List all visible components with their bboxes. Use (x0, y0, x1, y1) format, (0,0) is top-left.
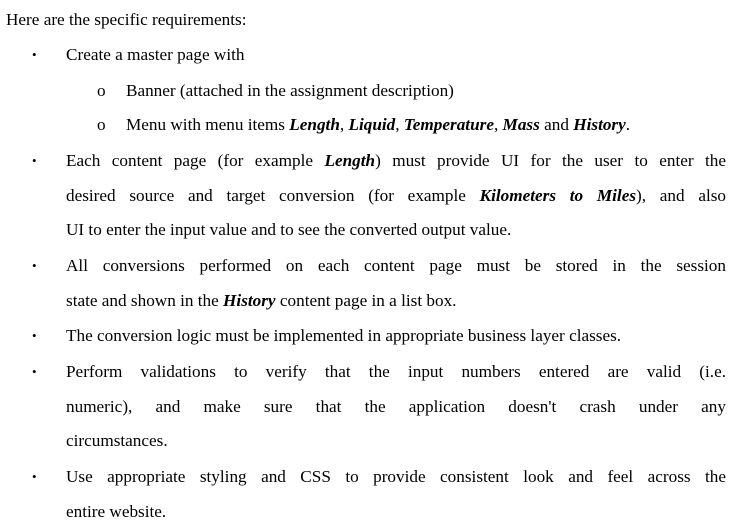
bullet-icon: • (32, 364, 37, 379)
text: state and shown in the (66, 291, 224, 310)
bullet-icon: • (32, 47, 37, 62)
text: desired source and target conversion (for example (66, 186, 480, 205)
text: content page in a list box. (275, 291, 457, 310)
bullet-icon: • (32, 258, 37, 273)
emphasis-kilometers-to-miles: Kilometers to Miles (479, 186, 637, 205)
item-content-line-1 (66, 150, 726, 172)
item-validation-line-3: circumstances. (66, 431, 168, 450)
item-styling-line-2: entire website. (66, 502, 167, 521)
menu-item-mass: Mass (502, 115, 540, 134)
menu-text: Menu with menu items (126, 115, 290, 134)
item-content-line-3: UI to enter the input value and to see the converted output value. (66, 220, 512, 239)
intro-text: Here are the specific requirements: (6, 10, 247, 29)
bullet-icon: • (32, 328, 37, 343)
separator: , (395, 115, 404, 134)
item-styling-line-1: Use appropriate styling and CSS to provide consistent look and feel across the (66, 467, 726, 486)
sub-bullet-icon: o (97, 115, 106, 134)
separator: and (539, 115, 574, 134)
separator: , (493, 115, 503, 134)
item-validation-line-1: Perform validations to verify that the input numbers entered are valid (i.e. (66, 362, 726, 381)
item-validation-line-2: numeric), and make sure that the application doesn't crash under any (66, 397, 726, 416)
menu-item-history: History (573, 115, 626, 134)
sub-bullet-icon: o (97, 81, 106, 100)
text: ) must provide UI for the user to enter the (375, 151, 726, 170)
item-master-page: Create a master page with (66, 45, 245, 64)
menu-item-temperature: Temperature (403, 115, 494, 134)
separator: . (625, 115, 631, 134)
emphasis-history: History (223, 291, 276, 310)
text: Each content page (for example (66, 151, 325, 170)
bullet-icon: • (32, 153, 37, 168)
bullet-icon: • (32, 469, 37, 484)
emphasis-length: Length (324, 151, 376, 170)
item-session-line-1: All conversions performed on each content page must be stored in the session (66, 256, 726, 275)
sub-item-menu (126, 114, 630, 136)
menu-item-length: Length (289, 115, 340, 134)
text: ), and also (636, 186, 727, 205)
sub-item-banner: Banner (attached in the assignment description) (126, 81, 454, 100)
separator: , (339, 115, 349, 134)
item-content-line-2 (66, 185, 726, 207)
item-logic: The conversion logic must be implemented in appropriate business layer classes. (66, 326, 622, 345)
item-session-line-2 (66, 290, 456, 312)
menu-item-liquid: Liquid (348, 115, 396, 134)
